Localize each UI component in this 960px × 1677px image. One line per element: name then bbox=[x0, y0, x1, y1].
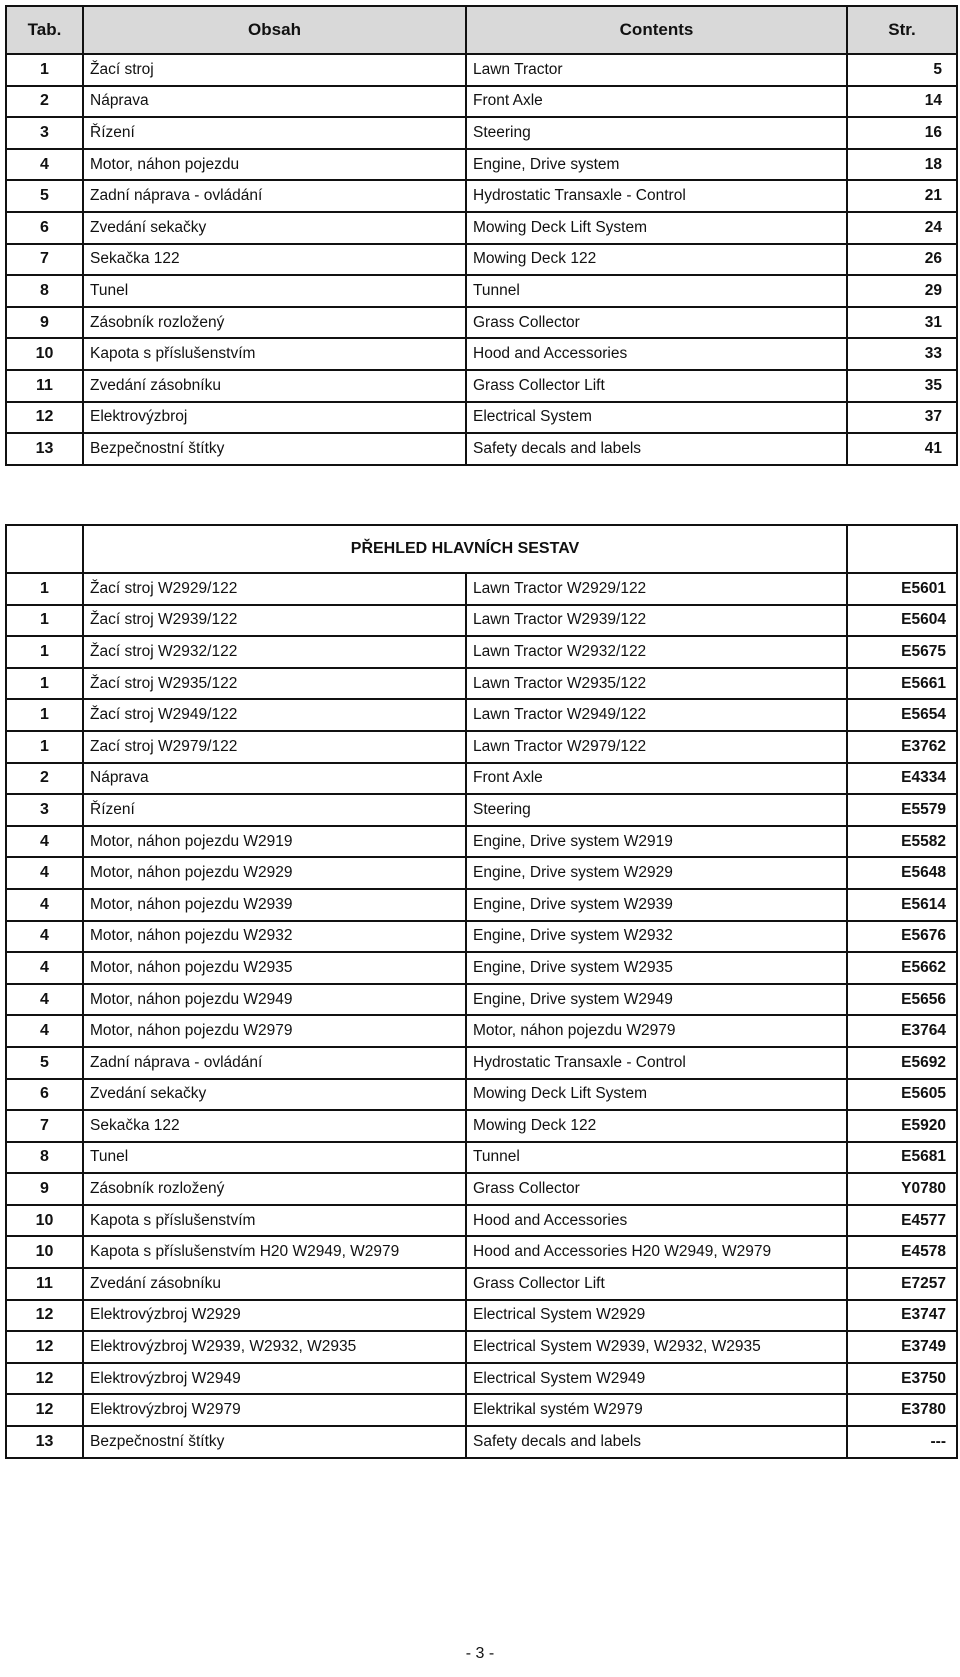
czech-title: Tunel bbox=[83, 1142, 466, 1174]
page-ref: 31 bbox=[847, 307, 957, 339]
row-number: 4 bbox=[6, 889, 83, 921]
row-number: 13 bbox=[6, 1426, 83, 1458]
czech-title: Tunel bbox=[83, 275, 466, 307]
czech-title: Žací stroj W2939/122 bbox=[83, 605, 466, 637]
header-empty-left bbox=[6, 525, 83, 573]
assembly-code: E5614 bbox=[847, 889, 957, 921]
table-row bbox=[6, 605, 957, 637]
czech-title: Kapota s příslušenstvím H20 W2949, W2979 bbox=[83, 1236, 466, 1268]
czech-title: Kapota s příslušenstvím bbox=[83, 338, 466, 370]
contents-table bbox=[5, 5, 958, 466]
czech-title: Sekačka 122 bbox=[83, 1110, 466, 1142]
czech-title: Zásobník rozložený bbox=[83, 307, 466, 339]
czech-title: Zásobník rozložený bbox=[83, 1173, 466, 1205]
table-row bbox=[6, 573, 957, 605]
english-title: Engine, Drive system W2929 bbox=[466, 857, 847, 889]
english-title: Grass Collector Lift bbox=[466, 1268, 847, 1300]
page-ref: 35 bbox=[847, 370, 957, 402]
czech-title: Motor, náhon pojezdu bbox=[83, 149, 466, 181]
table-row bbox=[6, 1236, 957, 1268]
czech-title: Žací stroj W2932/122 bbox=[83, 636, 466, 668]
page-ref: 16 bbox=[847, 117, 957, 149]
czech-title: Bezpečnostní štítky bbox=[83, 433, 466, 465]
table-row bbox=[6, 1331, 957, 1363]
assembly-code: E3762 bbox=[847, 731, 957, 763]
page-ref: 14 bbox=[847, 86, 957, 118]
english-title: Mowing Deck Lift System bbox=[466, 1079, 847, 1111]
row-number: 2 bbox=[6, 763, 83, 795]
english-title: Front Axle bbox=[466, 763, 847, 795]
row-number: 12 bbox=[6, 402, 83, 434]
english-title: Front Axle bbox=[466, 86, 847, 118]
czech-title: Elektrovýzbroj W2949 bbox=[83, 1363, 466, 1395]
english-title: Electrical System W2939, W2932, W2935 bbox=[466, 1331, 847, 1363]
table-row bbox=[6, 794, 957, 826]
assemblies-body bbox=[6, 573, 957, 1458]
table-row bbox=[6, 889, 957, 921]
czech-title: Elektrovýzbroj W2929 bbox=[83, 1300, 466, 1332]
czech-title: Zadní náprava - ovládání bbox=[83, 1047, 466, 1079]
row-number: 12 bbox=[6, 1331, 83, 1363]
czech-title: Motor, náhon pojezdu W2919 bbox=[83, 826, 466, 858]
english-title: Safety decals and labels bbox=[466, 1426, 847, 1458]
row-number: 4 bbox=[6, 984, 83, 1016]
table-row bbox=[6, 180, 957, 212]
table-row bbox=[6, 212, 957, 244]
assembly-code: E4578 bbox=[847, 1236, 957, 1268]
row-number: 7 bbox=[6, 244, 83, 276]
czech-title: Motor, náhon pojezdu W2932 bbox=[83, 921, 466, 953]
table-row bbox=[6, 952, 957, 984]
assembly-code: E5582 bbox=[847, 826, 957, 858]
assembly-code: E5579 bbox=[847, 794, 957, 826]
table-row bbox=[6, 402, 957, 434]
english-title: Engine, Drive system W2935 bbox=[466, 952, 847, 984]
english-title: Grass Collector bbox=[466, 307, 847, 339]
english-title: Grass Collector Lift bbox=[466, 370, 847, 402]
table-row bbox=[6, 826, 957, 858]
assembly-code: E5654 bbox=[847, 699, 957, 731]
row-number: 9 bbox=[6, 1173, 83, 1205]
row-number: 11 bbox=[6, 370, 83, 402]
english-title: Lawn Tractor W2929/122 bbox=[466, 573, 847, 605]
english-title: Lawn Tractor W2932/122 bbox=[466, 636, 847, 668]
czech-title: Řízení bbox=[83, 117, 466, 149]
english-title: Hydrostatic Transaxle - Control bbox=[466, 1047, 847, 1079]
table-row bbox=[6, 54, 957, 86]
assemblies-title: PŘEHLED HLAVNÍCH SESTAV bbox=[83, 525, 847, 573]
english-title: Mowing Deck 122 bbox=[466, 244, 847, 276]
english-title: Lawn Tractor W2939/122 bbox=[466, 605, 847, 637]
row-number: 1 bbox=[6, 573, 83, 605]
english-title: Safety decals and labels bbox=[466, 433, 847, 465]
table-row bbox=[6, 244, 957, 276]
row-number: 12 bbox=[6, 1363, 83, 1395]
english-title: Hood and Accessories bbox=[466, 1205, 847, 1237]
czech-title: Motor, náhon pojezdu W2935 bbox=[83, 952, 466, 984]
czech-title: Zací stroj W2979/122 bbox=[83, 731, 466, 763]
english-title: Mowing Deck 122 bbox=[466, 1110, 847, 1142]
english-title: Tunnel bbox=[466, 275, 847, 307]
header-empty-right bbox=[847, 525, 957, 573]
czech-title: Sekačka 122 bbox=[83, 244, 466, 276]
row-number: 1 bbox=[6, 54, 83, 86]
header-contents: Contents bbox=[466, 6, 847, 54]
row-number: 6 bbox=[6, 1079, 83, 1111]
assembly-code: E5656 bbox=[847, 984, 957, 1016]
czech-title: Motor, náhon pojezdu W2939 bbox=[83, 889, 466, 921]
table-row bbox=[6, 149, 957, 181]
table-row bbox=[6, 731, 957, 763]
assembly-code: E3764 bbox=[847, 1015, 957, 1047]
czech-title: Motor, náhon pojezdu W2979 bbox=[83, 1015, 466, 1047]
english-title: Elektrikal systém W2979 bbox=[466, 1394, 847, 1426]
table-row bbox=[6, 1363, 957, 1395]
assembly-code: E5662 bbox=[847, 952, 957, 984]
contents-header-row bbox=[6, 6, 957, 54]
table-row bbox=[6, 370, 957, 402]
assembly-code: E5675 bbox=[847, 636, 957, 668]
assembly-code: E5605 bbox=[847, 1079, 957, 1111]
czech-title: Zvedání sekačky bbox=[83, 212, 466, 244]
row-number: 8 bbox=[6, 275, 83, 307]
row-number: 4 bbox=[6, 921, 83, 953]
row-number: 1 bbox=[6, 699, 83, 731]
row-number: 12 bbox=[6, 1300, 83, 1332]
assembly-code: E5601 bbox=[847, 573, 957, 605]
czech-title: Náprava bbox=[83, 763, 466, 795]
row-number: 1 bbox=[6, 605, 83, 637]
table-row bbox=[6, 1205, 957, 1237]
czech-title: Kapota s příslušenstvím bbox=[83, 1205, 466, 1237]
row-number: 4 bbox=[6, 1015, 83, 1047]
header-str: Str. bbox=[847, 6, 957, 54]
assembly-code: E5661 bbox=[847, 668, 957, 700]
table-row bbox=[6, 1079, 957, 1111]
table-row bbox=[6, 984, 957, 1016]
table-row bbox=[6, 275, 957, 307]
english-title: Hydrostatic Transaxle - Control bbox=[466, 180, 847, 212]
page-ref: 26 bbox=[847, 244, 957, 276]
czech-title: Bezpečnostní štítky bbox=[83, 1426, 466, 1458]
assembly-code: Y0780 bbox=[847, 1173, 957, 1205]
english-title: Hood and Accessories H20 W2949, W2979 bbox=[466, 1236, 847, 1268]
table-row bbox=[6, 1300, 957, 1332]
row-number: 11 bbox=[6, 1268, 83, 1300]
table-row bbox=[6, 636, 957, 668]
page-ref: 29 bbox=[847, 275, 957, 307]
row-number: 10 bbox=[6, 338, 83, 370]
english-title: Mowing Deck Lift System bbox=[466, 212, 847, 244]
row-number: 2 bbox=[6, 86, 83, 118]
row-number: 5 bbox=[6, 1047, 83, 1079]
czech-title: Žací stroj W2949/122 bbox=[83, 699, 466, 731]
czech-title: Náprava bbox=[83, 86, 466, 118]
row-number: 10 bbox=[6, 1236, 83, 1268]
english-title: Steering bbox=[466, 794, 847, 826]
assembly-code: --- bbox=[847, 1426, 957, 1458]
czech-title: Elektrovýzbroj W2979 bbox=[83, 1394, 466, 1426]
english-title: Lawn Tractor W2949/122 bbox=[466, 699, 847, 731]
english-title: Engine, Drive system W2919 bbox=[466, 826, 847, 858]
contents-body bbox=[6, 54, 957, 465]
assembly-code: E5676 bbox=[847, 921, 957, 953]
english-title: Engine, Drive system W2949 bbox=[466, 984, 847, 1016]
english-title: Steering bbox=[466, 117, 847, 149]
row-number: 3 bbox=[6, 117, 83, 149]
english-title: Electrical System W2929 bbox=[466, 1300, 847, 1332]
english-title: Engine, Drive system W2939 bbox=[466, 889, 847, 921]
assembly-code: E4577 bbox=[847, 1205, 957, 1237]
page-ref: 41 bbox=[847, 433, 957, 465]
english-title: Lawn Tractor bbox=[466, 54, 847, 86]
table-row bbox=[6, 1047, 957, 1079]
czech-title: Zvedání sekačky bbox=[83, 1079, 466, 1111]
row-number: 9 bbox=[6, 307, 83, 339]
assembly-code: E4334 bbox=[847, 763, 957, 795]
czech-title: Motor, náhon pojezdu W2949 bbox=[83, 984, 466, 1016]
english-title: Tunnel bbox=[466, 1142, 847, 1174]
page-ref: 21 bbox=[847, 180, 957, 212]
table-row bbox=[6, 1142, 957, 1174]
table-row bbox=[6, 1015, 957, 1047]
table-row bbox=[6, 433, 957, 465]
table-row bbox=[6, 338, 957, 370]
assemblies-header-row bbox=[6, 525, 957, 573]
row-number: 10 bbox=[6, 1205, 83, 1237]
row-number: 1 bbox=[6, 731, 83, 763]
czech-title: Zvedání zásobníku bbox=[83, 370, 466, 402]
table-row bbox=[6, 86, 957, 118]
row-number: 1 bbox=[6, 636, 83, 668]
assembly-code: E5604 bbox=[847, 605, 957, 637]
header-tab: Tab. bbox=[6, 6, 83, 54]
table-row bbox=[6, 1394, 957, 1426]
page-ref: 33 bbox=[847, 338, 957, 370]
assembly-code: E7257 bbox=[847, 1268, 957, 1300]
english-title: Engine, Drive system W2932 bbox=[466, 921, 847, 953]
table-row bbox=[6, 699, 957, 731]
english-title: Lawn Tractor W2935/122 bbox=[466, 668, 847, 700]
page-ref: 37 bbox=[847, 402, 957, 434]
header-obsah: Obsah bbox=[83, 6, 466, 54]
assembly-code: E5648 bbox=[847, 857, 957, 889]
english-title: Hood and Accessories bbox=[466, 338, 847, 370]
czech-title: Elektrovýzbroj bbox=[83, 402, 466, 434]
page-number: - 3 - bbox=[465, 1645, 495, 1662]
assembly-code: E5692 bbox=[847, 1047, 957, 1079]
table-row bbox=[6, 1173, 957, 1205]
table-row bbox=[6, 763, 957, 795]
english-title: Electrical System bbox=[466, 402, 847, 434]
assembly-code: E3749 bbox=[847, 1331, 957, 1363]
row-number: 12 bbox=[6, 1394, 83, 1426]
row-number: 7 bbox=[6, 1110, 83, 1142]
page-ref: 5 bbox=[847, 54, 957, 86]
table-row bbox=[6, 857, 957, 889]
english-title: Grass Collector bbox=[466, 1173, 847, 1205]
assemblies-table bbox=[5, 524, 958, 1459]
assembly-code: E3750 bbox=[847, 1363, 957, 1395]
table-row bbox=[6, 668, 957, 700]
page-ref: 24 bbox=[847, 212, 957, 244]
czech-title: Řízení bbox=[83, 794, 466, 826]
table-row bbox=[6, 1110, 957, 1142]
english-title: Lawn Tractor W2979/122 bbox=[466, 731, 847, 763]
czech-title: Žací stroj W2935/122 bbox=[83, 668, 466, 700]
assembly-code: E3747 bbox=[847, 1300, 957, 1332]
row-number: 1 bbox=[6, 668, 83, 700]
czech-title: Elektrovýzbroj W2939, W2932, W2935 bbox=[83, 1331, 466, 1363]
czech-title: Zvedání zásobníku bbox=[83, 1268, 466, 1300]
row-number: 4 bbox=[6, 826, 83, 858]
row-number: 13 bbox=[6, 433, 83, 465]
page-ref: 18 bbox=[847, 149, 957, 181]
row-number: 3 bbox=[6, 794, 83, 826]
assembly-code: E5920 bbox=[847, 1110, 957, 1142]
row-number: 4 bbox=[6, 149, 83, 181]
table-row bbox=[6, 1268, 957, 1300]
row-number: 4 bbox=[6, 857, 83, 889]
czech-title: Motor, náhon pojezdu W2929 bbox=[83, 857, 466, 889]
row-number: 8 bbox=[6, 1142, 83, 1174]
table-row bbox=[6, 117, 957, 149]
assembly-code: E3780 bbox=[847, 1394, 957, 1426]
table-row bbox=[6, 1426, 957, 1458]
assembly-code: E5681 bbox=[847, 1142, 957, 1174]
table-row bbox=[6, 307, 957, 339]
row-number: 4 bbox=[6, 952, 83, 984]
english-title: Motor, náhon pojezdu W2979 bbox=[466, 1015, 847, 1047]
row-number: 5 bbox=[6, 180, 83, 212]
czech-title: Zadní náprava - ovládání bbox=[83, 180, 466, 212]
table-row bbox=[6, 921, 957, 953]
czech-title: Žací stroj bbox=[83, 54, 466, 86]
row-number: 6 bbox=[6, 212, 83, 244]
czech-title: Žací stroj W2929/122 bbox=[83, 573, 466, 605]
english-title: Electrical System W2949 bbox=[466, 1363, 847, 1395]
english-title: Engine, Drive system bbox=[466, 149, 847, 181]
